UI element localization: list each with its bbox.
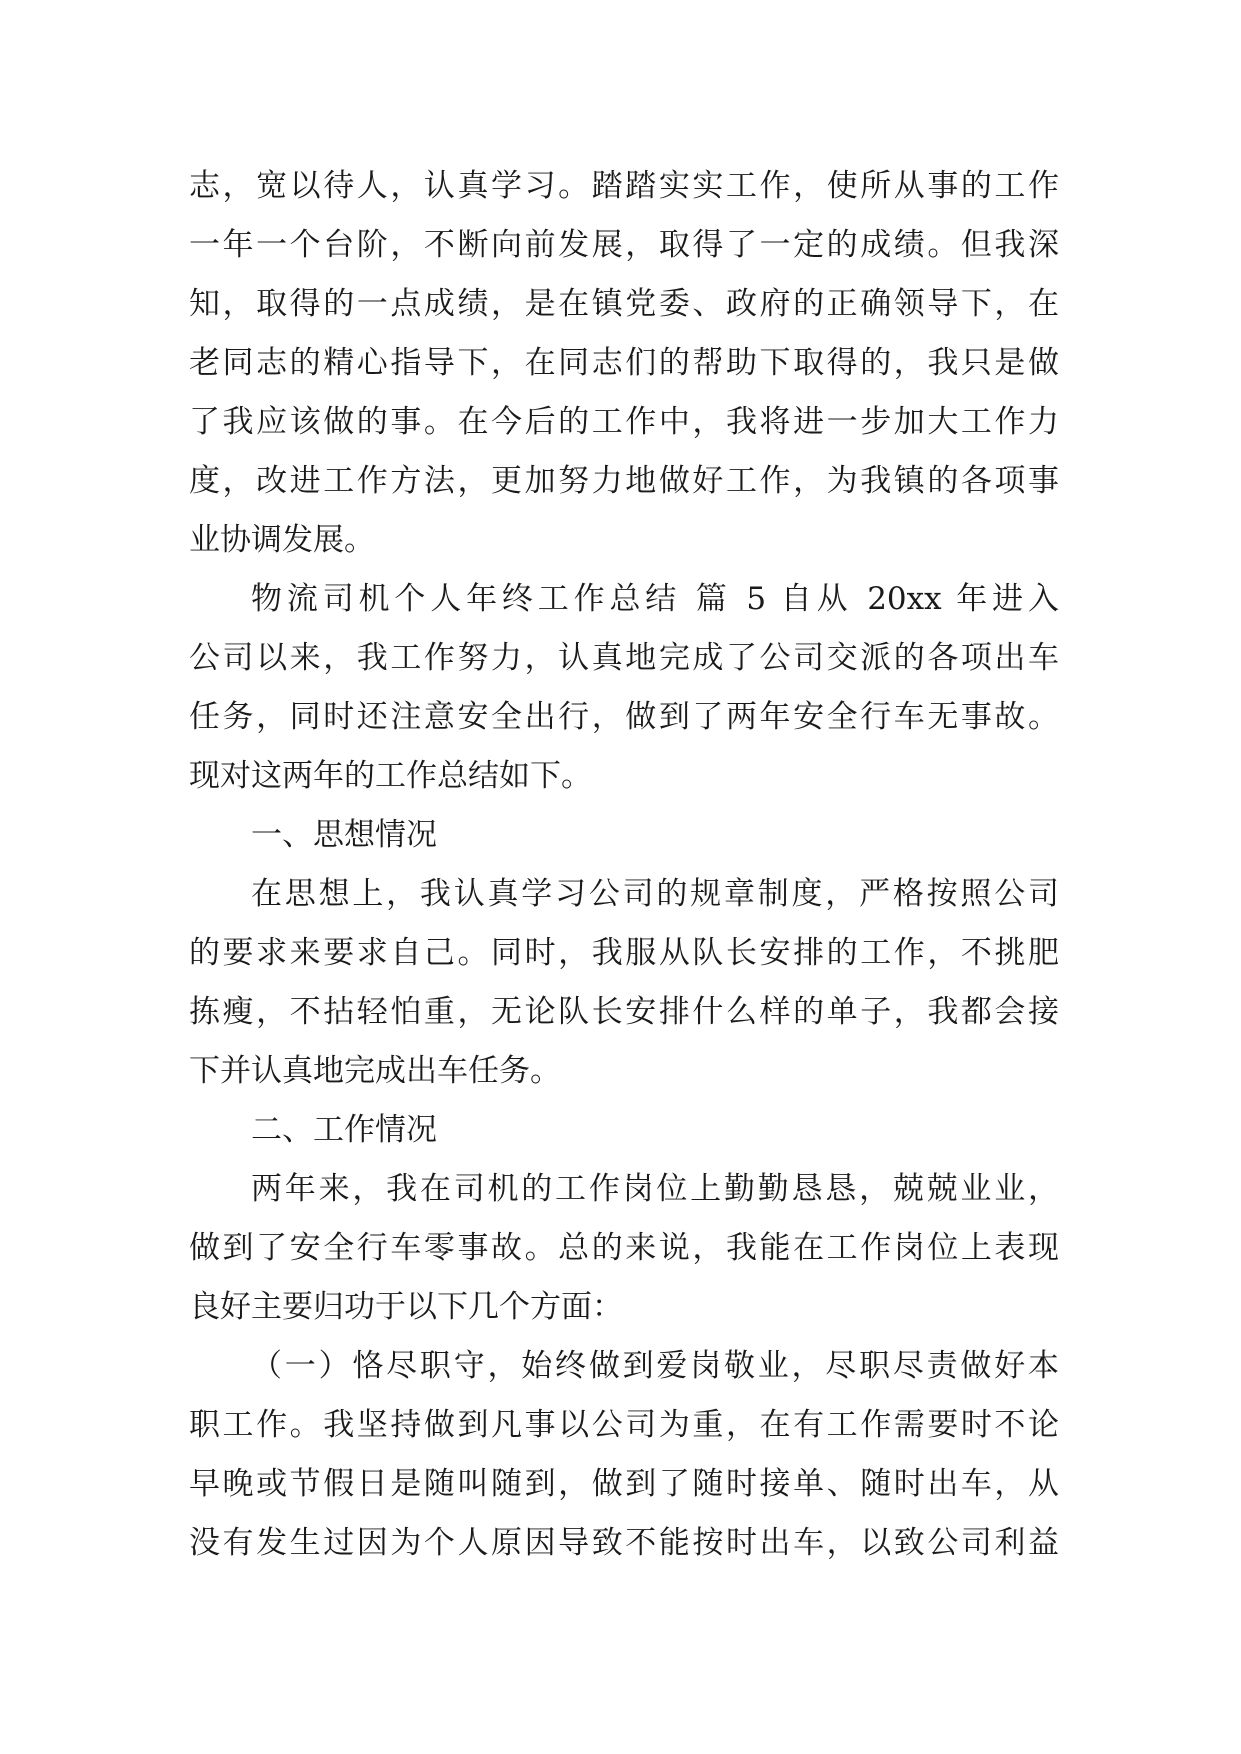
text-line: 了我应该做的事。在今后的工作中，我将进一步加大工作力 [189,404,1059,440]
text-line: 在思想上，我认真学习公司的规章制度，严格按照公司 [251,876,1059,912]
text-line: 公司以来，我工作努力，认真地完成了公司交派的各项出车 [189,640,1059,676]
text-line: 一、思想情况 [251,817,437,853]
text-line: 老同志的精心指导下，在同志们的帮助下取得的，我只是做 [189,345,1059,381]
text-line: 任务，同时还注意安全出行，做到了两年安全行车无事故。 [189,699,1059,735]
text-line: 早晚或节假日是随叫随到，做到了随时接单、随时出车，从 [189,1466,1059,1502]
text-line: （一）恪尽职守，始终做到爱岗敬业，尽职尽责做好本 [251,1348,1059,1384]
text-line: 度，改进工作方法，更加努力地做好工作，为我镇的各项事 [189,463,1059,499]
text-line: 知，取得的一点成绩，是在镇党委、政府的正确领导下，在 [189,286,1059,322]
text-line: 二、工作情况 [251,1112,437,1148]
text-line: 没有发生过因为个人原因导致不能按时出车，以致公司利益 [189,1525,1059,1561]
text-line: 两年来，我在司机的工作岗位上勤勤恳恳，兢兢业业， [251,1171,1059,1207]
text-line: 良好主要归功于以下几个方面： [189,1289,623,1325]
text-line: 志，宽以待人，认真学习。踏踏实实工作，使所从事的工作 [189,168,1059,204]
text-line: 下并认真地完成出车任务。 [189,1053,561,1089]
text-line: 一年一个台阶，不断向前发展，取得了一定的成绩。但我深 [189,227,1059,263]
text-line: 做到了安全行车零事故。总的来说，我能在工作岗位上表现 [189,1230,1059,1266]
text-line: 物流司机个人年终工作总结 篇 5 自从 20xx 年进入 [251,581,1059,617]
text-line: 现对这两年的工作总结如下。 [189,758,592,794]
document-body [189,157,1059,1573]
text-line: 拣瘦，不拈轻怕重，无论队长安排什么样的单子，我都会接 [189,994,1059,1030]
text-line: 职工作。我坚持做到凡事以公司为重，在有工作需要时不论 [189,1407,1059,1443]
text-line: 的要求来要求自己。同时，我服从队长安排的工作，不挑肥 [189,935,1059,971]
text-line: 业协调发展。 [189,522,375,558]
